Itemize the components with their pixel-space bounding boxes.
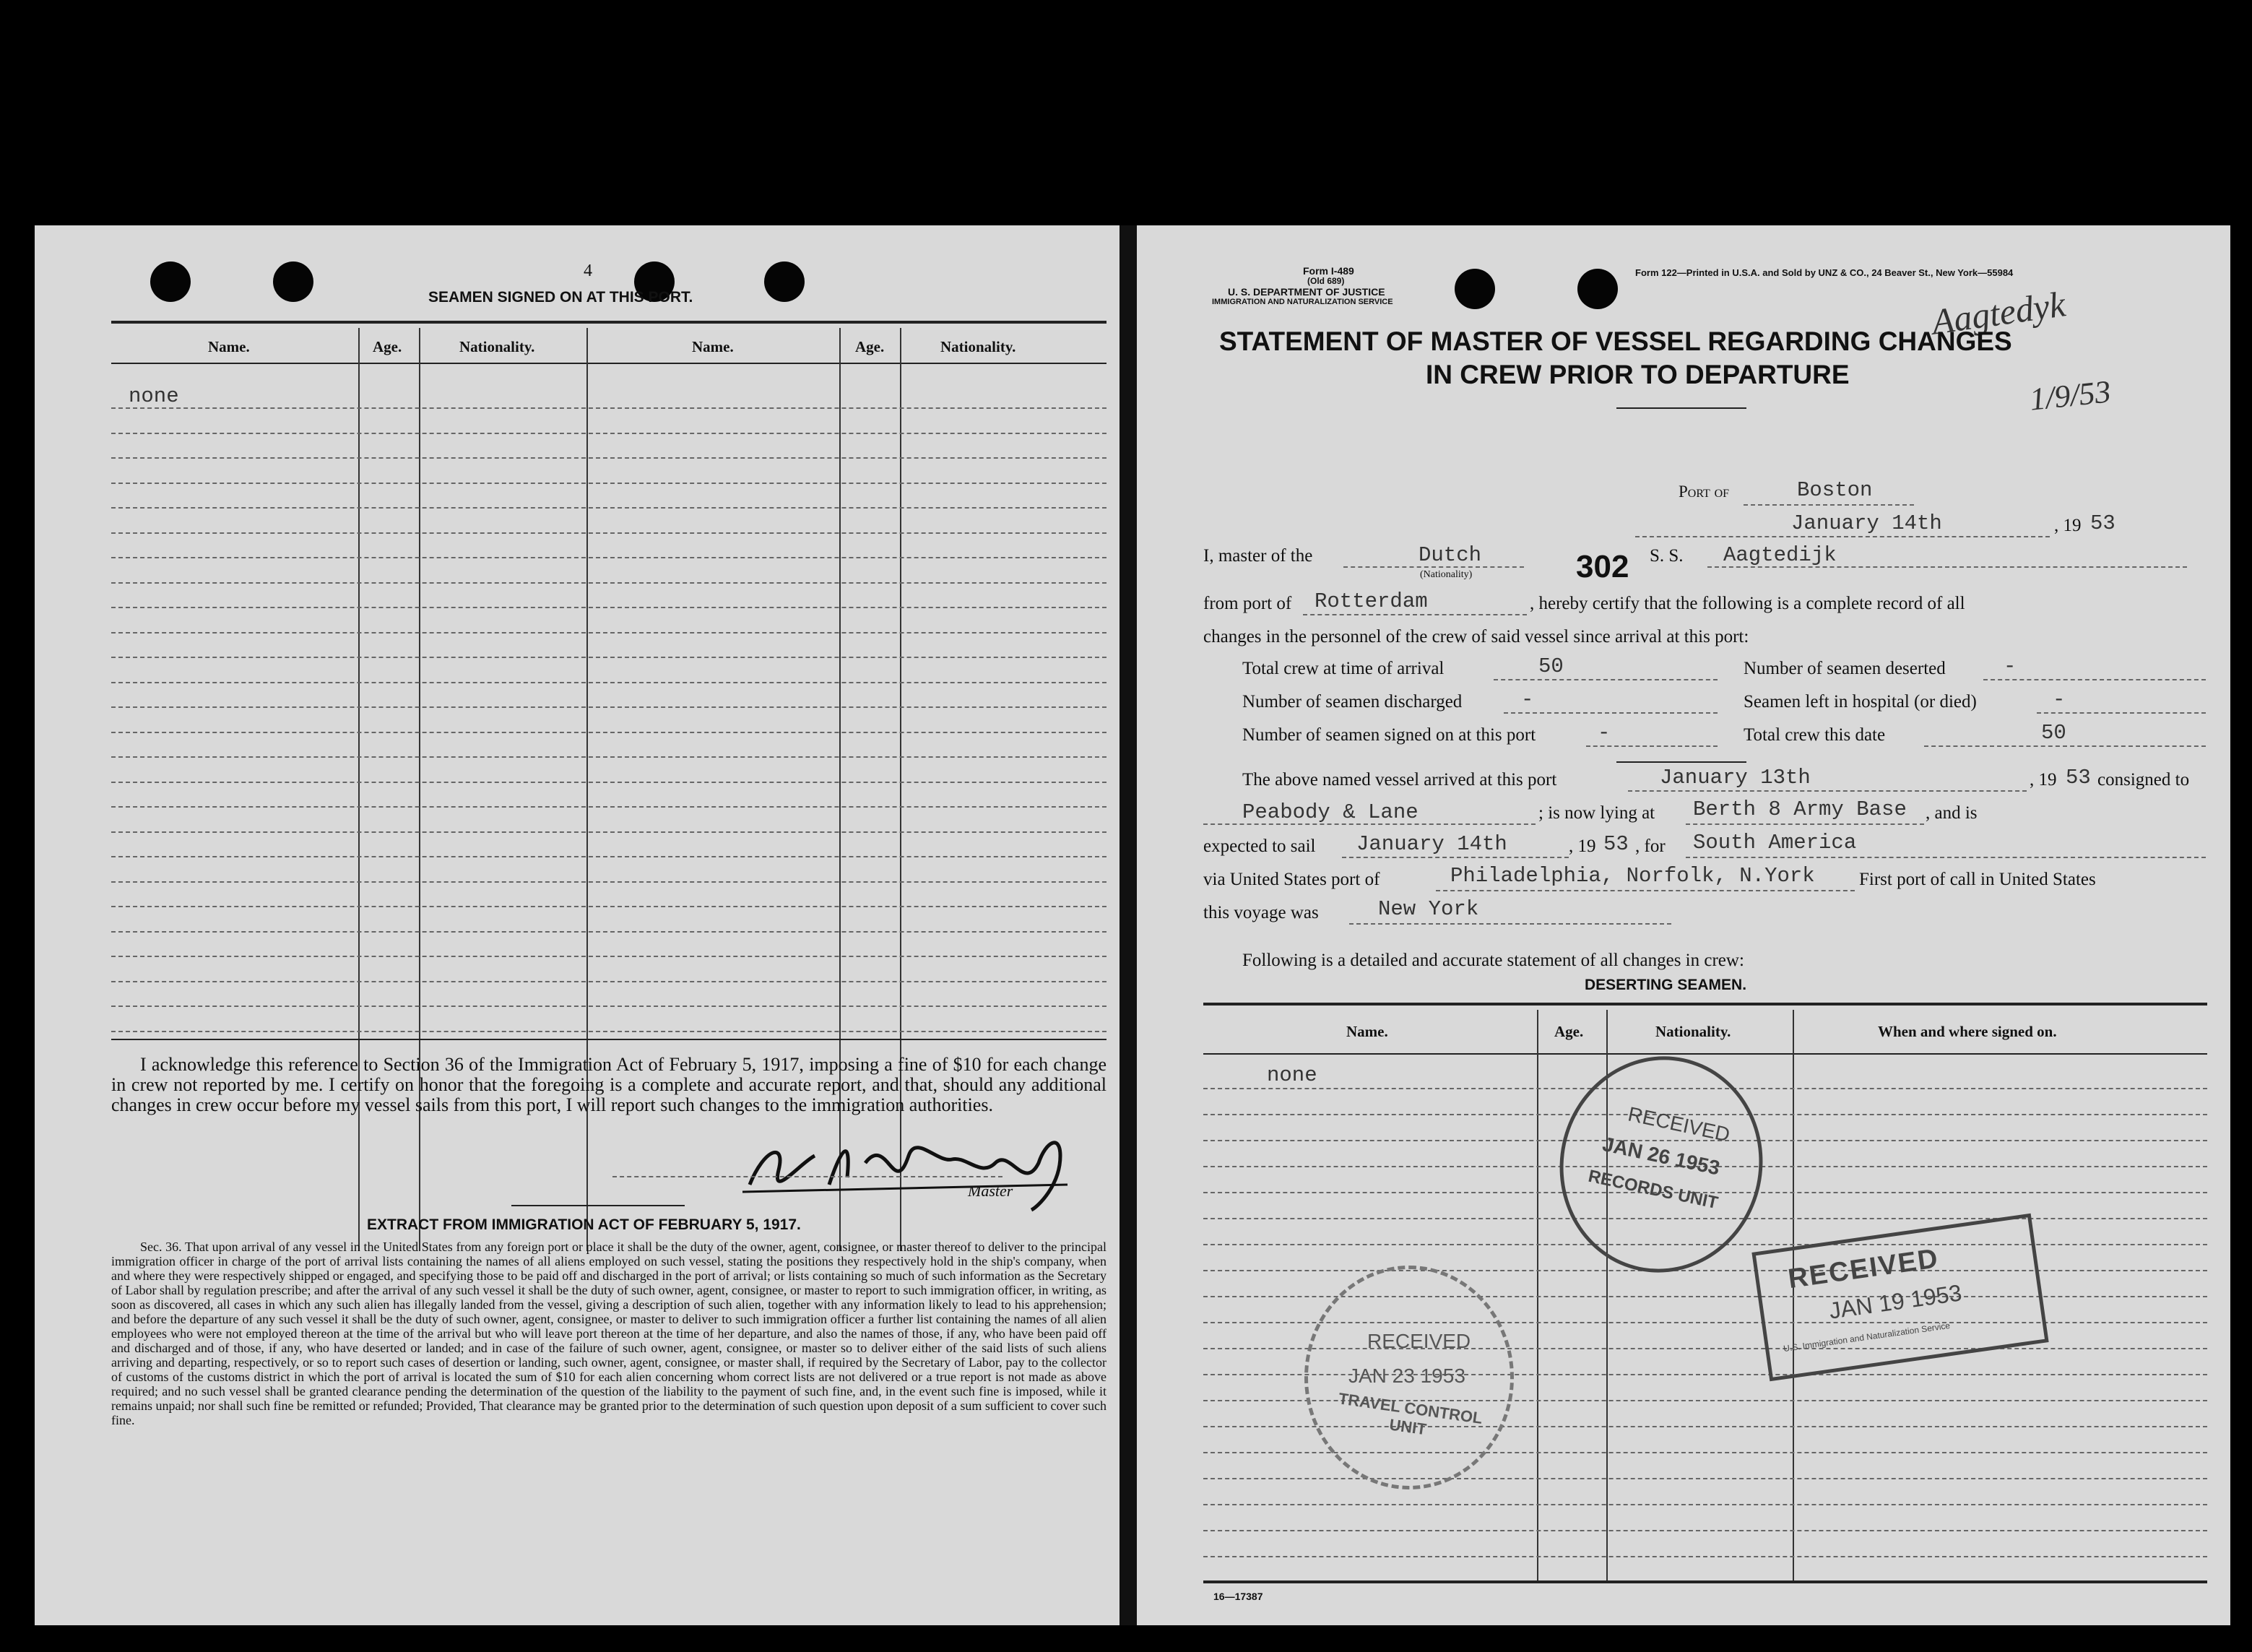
col-age-2: Age. bbox=[855, 338, 885, 355]
acknowledgement-text: I acknowledge this reference to Section 36 of the Immigration Act of February 5, 1917, imposing a fine of $10 for each change in crew not reported by me. I certify on honor that the foregoing is a complete and accurate report, and that, should any additional changes in crew occur before my vessel sails from this port, I will report such changes to the immigration authorities. bbox=[111, 1054, 1106, 1115]
service: IMMIGRATION AND NATURALIZATION SERVICE bbox=[1212, 298, 1393, 306]
col-nationality-2: Nationality. bbox=[940, 338, 1016, 355]
table-row-rule bbox=[111, 1006, 1106, 1007]
first-port-value: New York bbox=[1378, 897, 1479, 921]
table-row-rule bbox=[111, 956, 1106, 957]
table-row-rule bbox=[111, 706, 1106, 708]
vessel-number: 302 bbox=[1576, 549, 1629, 584]
table-row-rule bbox=[111, 632, 1106, 633]
page-number: 4 bbox=[584, 261, 592, 280]
berth-value: Berth 8 Army Base bbox=[1693, 797, 1907, 821]
form-old: (Old 689) bbox=[1307, 276, 1345, 286]
table-row-rule bbox=[1203, 1478, 2207, 1479]
table-row-rule bbox=[111, 806, 1106, 808]
received-box-stamp: RECEIVED JAN 19 1953 U.S. Immigration and Naturalization Service bbox=[1751, 1214, 2048, 1382]
master-signature bbox=[721, 1120, 1096, 1214]
extract-text: Sec. 36. That upon arrival of any vessel in the United States from any foreign port or place it shall be the duty of the owner, agent, consignee, or master thereof to deliver to the principal immigration officer in charge of the port of arrival lists containing the names of all aliens employed on such vessel, stating the positions they respectively hold in the ship's company, when and where they were respectively shipped or engaged, and specifying those to be paid off and discharged in the port of arrival; or lists containing so much of such information as the Secretary of Labor shall by regulation prescribe; and after the arrival of any such vessel it shall be the duty of such owner, agent, consignee, or master to report to such immigration officer, in writing, as soon as discovered, all cases in which any such alien has illegally landed from the vessel, giving a description of such alien, together with any information likely to lead to his apprehension; and before the departure of any such vessel it shall be the duty of such owner, agent, consignee, or master to deliver to such immigration officer a further list containing the names of all alien employees who were not employed thereon at the time of the arrival but who will leave port thereon at the time of her departure, and also the names of those, if any, who have been paid off and discharged and of those, if any, who have deserted or landed; and in case of the failure of such owner, agent, consignee, or master so to deliver either of the said lists of such aliens arriving and departing, respectively, or so to report such cases of desertion or landing, such owner, agent, consignee, or master shall, if required by the Secretary of Labor, pay to the collector of customs of the customs district in which the port of arrival is located the sum of $10 for each alien concerning whom correct lists are not delivered or a true report is not made as above required; and no such vessel shall be granted clearance pending the determination of the question of the liability to the payment of such fine, and, in the event such fine is imposed, while it remains unpaid; nor shall such fine be remitted or refunded; Provided, That clearance may be granted prior to the determination of such question upon deposit of a sum sufficient to cover such fine. bbox=[111, 1240, 1106, 1427]
arrival-year: 53 bbox=[2066, 766, 2091, 790]
deserted-value: - bbox=[2004, 654, 2017, 678]
right-page: Form I-489 (Old 689) U. S. DEPARTMENT OF JUSTICE IMMIGRATION AND NATURALIZATION SERVICE Form 122—Printed in U.S.A. and Sold by UNZ & CO., 24 Beaver St., New York—55984 Aagtedyk 1/9/53 STATEMENT OF MASTER OF VESSEL REGARDING CHANGES IN CREW PRIOR TO DEPARTURE Port of Boston January 14th , 19 53 I, master of the Dutch (Nationality) 302 S. S. Aagtedijk from port of Rotterdam , hereby certify that the following is a complete record of all changes in the personnel of the crew of said vessel since arrival at this port: Total crew at time of arrival 50 Number of seamen deserted - Number of seamen discharged - Seamen left in hospital (or died) - Number of seamen signed on at this port - Total crew this date 50 The above named vessel arrived at this port January 13th , 19 53 consigned to Peabody & Lane ; is now lying at Berth 8 Army Base , and is expected to sail January 14th , 19 53 , for South America via United States port of Philadelphia, Norfolk, N.York First port of call in United States this voyage was New York Following is a detailed and accurate statement of all changes in crew: DESERTING SEAMEN. Name. Age. Nationality. When and where signed on. none 16—17387 RECEIVED JAN 26 1953 RECORDS UNIT RECEIVED JAN 19 1953 U.S. Immigration and Naturalization Service RECEIVED JAN 23 1953 TRAVEL CONTROL UNIT bbox=[1137, 225, 2230, 1625]
travel-control-stamp: RECEIVED JAN 23 1953 TRAVEL CONTROL UNIT bbox=[1304, 1266, 1514, 1489]
first-entry: none bbox=[129, 384, 179, 408]
port-label: Port of bbox=[1679, 483, 1730, 501]
form-footer: 16—17387 bbox=[1213, 1591, 1263, 1602]
nationality-value: Dutch bbox=[1419, 543, 1482, 567]
form-title-line2: IN CREW PRIOR TO DEPARTURE bbox=[1426, 360, 1850, 389]
table-header-rule bbox=[111, 363, 1106, 364]
punch-hole bbox=[150, 261, 191, 302]
table-row-rule bbox=[1203, 1556, 2207, 1557]
table-row-rule bbox=[111, 557, 1106, 558]
binding-gutter bbox=[1119, 225, 1137, 1625]
table-row-rule bbox=[111, 831, 1106, 833]
table-row-rule bbox=[111, 756, 1106, 758]
table-row-rule bbox=[111, 881, 1106, 883]
total-crew-value: 50 bbox=[1538, 654, 1564, 678]
table-row-rule bbox=[111, 782, 1106, 783]
punch-hole bbox=[1577, 269, 1618, 309]
section-title: SEAMEN SIGNED ON AT THIS PORT. bbox=[428, 289, 693, 306]
table-top-rule bbox=[111, 321, 1106, 324]
table-row-rule bbox=[111, 607, 1106, 608]
form-title-line1: STATEMENT OF MASTER OF VESSEL REGARDING CHANGES bbox=[1219, 326, 2012, 356]
total-this-date-value: 50 bbox=[2041, 721, 2066, 745]
destination-value: South America bbox=[1693, 831, 1857, 855]
table-row-rule bbox=[111, 732, 1106, 733]
col-signed-on: When and where signed on. bbox=[1878, 1023, 2057, 1040]
from-port-value: Rotterdam bbox=[1315, 589, 1428, 613]
table-row-rule bbox=[111, 682, 1106, 683]
consignee-value: Peabody & Lane bbox=[1242, 800, 1419, 824]
table-row-rule bbox=[111, 931, 1106, 933]
vessel-name: Aagtedijk bbox=[1723, 543, 1837, 567]
discharged-value: - bbox=[1521, 688, 1534, 712]
records-unit-stamp: RECEIVED JAN 26 1953 RECORDS UNIT bbox=[1540, 1037, 1783, 1292]
sail-year: 53 bbox=[1603, 832, 1629, 856]
table-row-rule bbox=[1203, 1530, 2207, 1531]
table-bottom-rule bbox=[111, 1039, 1106, 1040]
handwritten-vessel-name: Aagtedyk bbox=[1929, 283, 2069, 342]
col-name: Name. bbox=[208, 338, 250, 355]
table-row-rule bbox=[1203, 1270, 2207, 1271]
table-row-rule bbox=[111, 507, 1106, 509]
table-row-rule bbox=[111, 657, 1106, 658]
col-name: Name. bbox=[1346, 1023, 1388, 1040]
hospital-value: - bbox=[2053, 688, 2066, 712]
table-row-rule bbox=[111, 582, 1106, 584]
master-label: Master bbox=[968, 1182, 1013, 1200]
statement-date: January 14th bbox=[1791, 511, 1942, 535]
sail-date: January 14th bbox=[1356, 832, 1507, 856]
table-row-rule bbox=[111, 457, 1106, 459]
col-name-2: Name. bbox=[692, 338, 734, 355]
via-ports-value: Philadelphia, Norfolk, N.York bbox=[1450, 864, 1815, 888]
col-nationality: Nationality. bbox=[1655, 1023, 1731, 1040]
extract-title: EXTRACT FROM IMMIGRATION ACT OF FEBRUARY 5, 1917. bbox=[367, 1216, 801, 1233]
punch-hole bbox=[273, 261, 313, 302]
table-row-rule bbox=[111, 532, 1106, 534]
table-row-rule bbox=[111, 1031, 1106, 1032]
form-number: Form I-489 bbox=[1303, 265, 1354, 277]
table-row-rule bbox=[111, 981, 1106, 982]
statement-year: 53 bbox=[2090, 511, 2115, 535]
handwritten-date: 1/9/53 bbox=[2027, 373, 2113, 418]
table-row-rule bbox=[111, 906, 1106, 907]
table-row-rule bbox=[111, 407, 1106, 409]
signed-on-value: - bbox=[1598, 721, 1611, 745]
table-row-rule bbox=[111, 856, 1106, 857]
printer-line: Form 122—Printed in U.S.A. and Sold by UNZ & CO., 24 Beaver St., New York—55984 bbox=[1635, 267, 2014, 278]
col-age: Age. bbox=[1554, 1023, 1584, 1040]
col-nationality: Nationality. bbox=[459, 338, 535, 355]
department: U. S. DEPARTMENT OF JUSTICE bbox=[1228, 286, 1385, 298]
deserting-title: DESERTING SEAMEN. bbox=[1585, 977, 1747, 993]
col-age: Age. bbox=[373, 338, 402, 355]
table-row-rule bbox=[1203, 1504, 2207, 1505]
deserting-first-entry: none bbox=[1267, 1063, 1317, 1087]
port-value: Boston bbox=[1797, 478, 1873, 502]
table-row-rule bbox=[111, 433, 1106, 434]
left-page bbox=[35, 225, 1119, 1625]
arrival-date: January 13th bbox=[1660, 766, 1811, 790]
table-row-rule bbox=[111, 483, 1106, 484]
punch-hole bbox=[1455, 269, 1495, 309]
punch-hole bbox=[764, 261, 805, 302]
